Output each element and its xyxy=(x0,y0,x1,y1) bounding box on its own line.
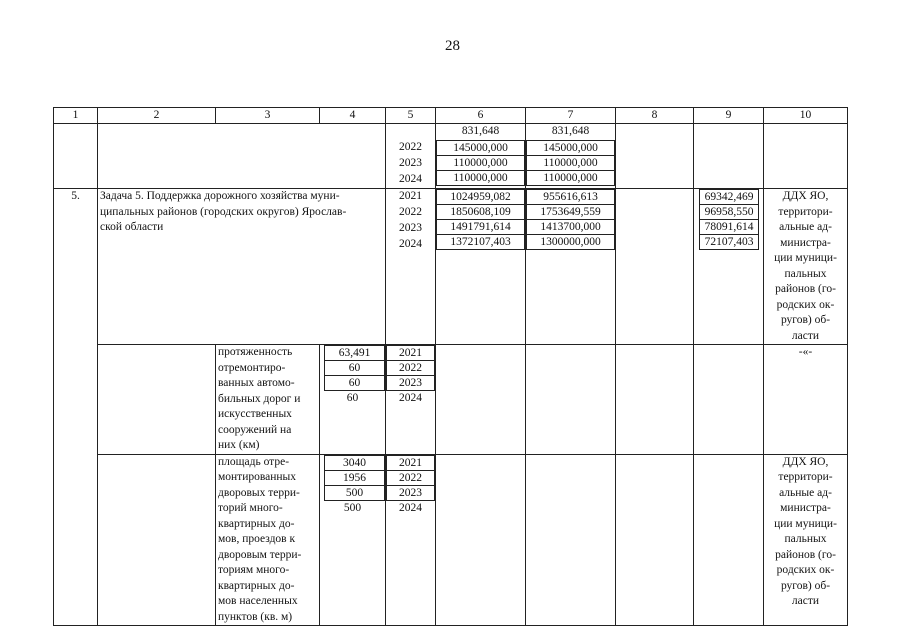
ind1-year-2: 2023 xyxy=(386,375,435,391)
ind1-year-1: 2022 xyxy=(386,360,435,376)
cont-col6-2: 110000,000 xyxy=(436,155,525,171)
task5-col9-2: 78091,614 xyxy=(699,219,759,235)
cont-col7-2: 110000,000 xyxy=(526,155,615,171)
task5-col9-3: 72107,403 xyxy=(699,234,759,250)
cont-col6-3: 110000,000 xyxy=(436,170,525,186)
task5-col9 xyxy=(694,189,764,345)
ind1-col9 xyxy=(694,345,764,455)
ind2-values xyxy=(320,454,386,626)
ind1-executor: -«- xyxy=(764,345,848,455)
cont-col7 xyxy=(526,124,616,189)
cont-year-2: 2023 xyxy=(399,157,422,169)
cont-col7-0: 831,648 xyxy=(551,125,590,137)
cont-col9 xyxy=(694,124,764,189)
ind2-col9 xyxy=(694,454,764,626)
task5-col6-3: 1372107,403 xyxy=(436,234,525,250)
cont-year-0 xyxy=(386,124,435,140)
task5-col6-1: 1850608,109 xyxy=(436,204,525,220)
ind1-col6 xyxy=(436,345,526,455)
cont-year-3: 2024 xyxy=(399,173,422,185)
task5-col7-2: 1413700,000 xyxy=(526,219,615,235)
task5-title: Задача 5. Поддержка дорожного хозяйства муни- ципальных районов (городских округов) Ярослав- ской области xyxy=(98,189,386,345)
task5-year-0: 2021 xyxy=(399,190,422,202)
header-cell-4: 4 xyxy=(320,108,386,124)
task5-executor: ДДХ ЯО, территори- альные ад- министра- ции муници- пальных районов (го- родских ок- ругов) об- ласти xyxy=(764,189,848,345)
cont-col10 xyxy=(764,124,848,189)
ind1-col7 xyxy=(526,345,616,455)
task5-year-1: 2022 xyxy=(399,206,422,218)
ind1-col2 xyxy=(98,345,216,455)
task5-col7 xyxy=(526,189,616,345)
program-table xyxy=(53,107,848,626)
task5-year-2: 2023 xyxy=(399,222,422,234)
ind2-value-0: 3040 xyxy=(324,455,385,471)
header-row xyxy=(54,108,848,124)
page-number: 28 xyxy=(445,38,460,54)
cont-col1 xyxy=(54,124,98,189)
task5-col6-2: 1491791,614 xyxy=(436,219,525,235)
cont-col7-1: 145000,000 xyxy=(526,140,615,156)
table-row-task5 xyxy=(54,189,848,345)
task5-col6-0: 1024959,082 xyxy=(436,189,525,205)
cont-col7-3: 110000,000 xyxy=(526,170,615,186)
header-cell-7: 7 xyxy=(526,108,616,124)
ind2-col6 xyxy=(436,454,526,626)
ind2-col8 xyxy=(616,454,694,626)
header-cell-1: 1 xyxy=(54,108,98,124)
header-cell-5: 5 xyxy=(386,108,436,124)
ind1-value-3: 60 xyxy=(346,392,359,404)
header-cell-3: 3 xyxy=(216,108,320,124)
ind2-col2 xyxy=(98,454,216,626)
task5-year-3: 2024 xyxy=(399,238,422,250)
header-cell-9: 9 xyxy=(694,108,764,124)
ind2-years xyxy=(386,454,436,626)
ind2-year-2: 2023 xyxy=(386,485,435,501)
ind2-value-2: 500 xyxy=(324,485,385,501)
cont-col6-0: 831,648 xyxy=(461,125,500,137)
cont-years xyxy=(386,124,436,189)
ind2-value-3: 500 xyxy=(343,501,362,514)
task5-col9-0: 69342,469 xyxy=(699,189,759,205)
ind2-name: площадь отре- монтированных дворовых терри- торий много- квартирных до- мов, проездов к дворовым терри- ториям много- квартирных до- мов населенных пунктов (кв. м) xyxy=(216,454,320,626)
ind1-value-2: 60 xyxy=(324,375,385,391)
header-cell-10: 10 xyxy=(764,108,848,124)
task5-number: 5. xyxy=(54,189,98,626)
task5-col7-3: 1300000,000 xyxy=(526,234,615,250)
ind1-values xyxy=(320,345,386,455)
task5-col9-1: 96958,550 xyxy=(699,204,759,220)
ind1-year-0: 2021 xyxy=(386,345,435,361)
task5-col8 xyxy=(616,189,694,345)
ind1-value-0: 63,491 xyxy=(324,345,385,361)
header-cell-2: 2 xyxy=(98,108,216,124)
ind1-col8 xyxy=(616,345,694,455)
ind1-years xyxy=(386,345,436,455)
cont-col6-1: 145000,000 xyxy=(436,140,525,156)
ind2-year-3: 2024 xyxy=(399,501,422,514)
ind1-name: протяженность отремонтиро- ванных автомо- бильных дорог и искусственных сооружений на них (км) xyxy=(216,345,320,455)
table-row-continuation xyxy=(54,124,848,189)
task5-years xyxy=(386,189,436,345)
task5-col7-0: 955616,613 xyxy=(526,189,615,205)
task5-col7-1: 1753649,559 xyxy=(526,204,615,220)
ind2-year-0: 2021 xyxy=(386,455,435,471)
ind1-year-3: 2024 xyxy=(399,392,422,404)
ind1-value-1: 60 xyxy=(324,360,385,376)
cont-col2-4 xyxy=(98,124,386,189)
ind2-col7 xyxy=(526,454,616,626)
ind2-executor: ДДХ ЯО, территори- альные ад- министра- ции муници- пальных районов (го- родских ок- ругов) об- ласти xyxy=(764,454,848,626)
task5-col6 xyxy=(436,189,526,345)
table-row-indicator1 xyxy=(54,345,848,455)
header-cell-6: 6 xyxy=(436,108,526,124)
cont-year-1: 2022 xyxy=(399,141,422,153)
header-cell-8: 8 xyxy=(616,108,694,124)
table-row-indicator2 xyxy=(54,454,848,626)
cont-col6 xyxy=(436,124,526,189)
cont-col8 xyxy=(616,124,694,189)
ind2-value-1: 1956 xyxy=(324,470,385,486)
ind2-year-1: 2022 xyxy=(386,470,435,486)
